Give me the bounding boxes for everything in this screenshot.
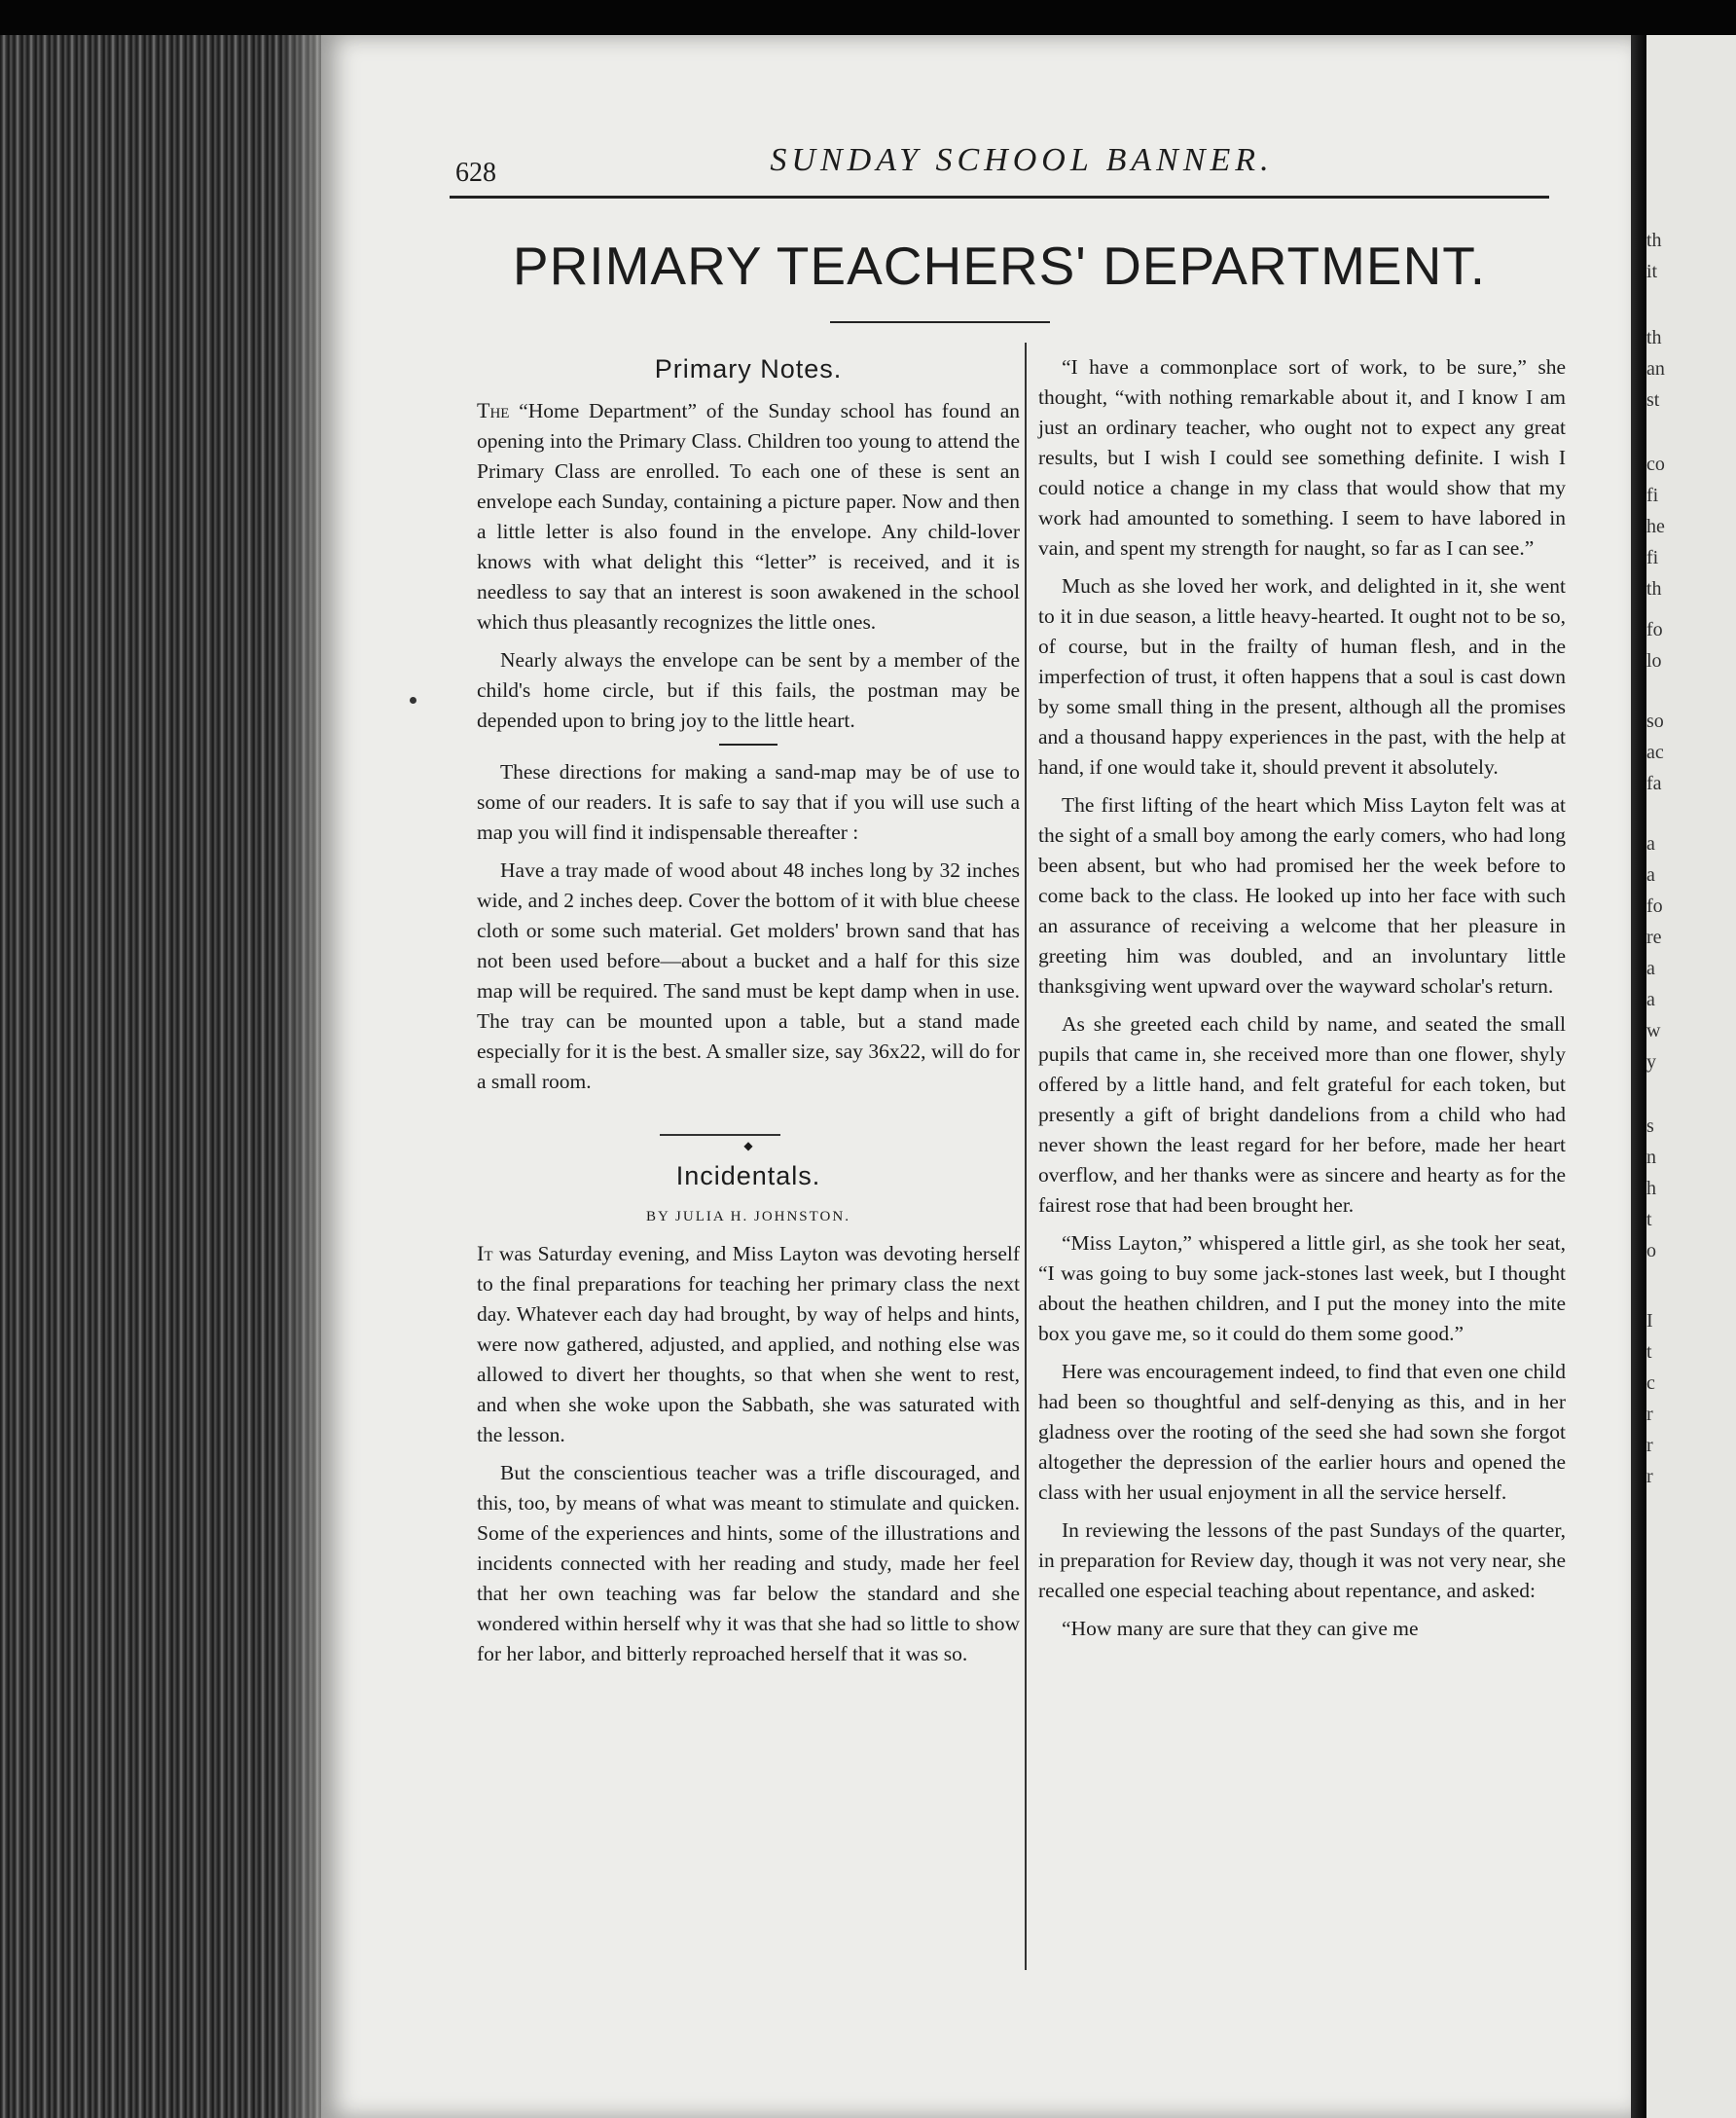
ornament-dot: ◆	[740, 1139, 756, 1152]
next-page-word: s	[1646, 1115, 1654, 1137]
next-page-word: a	[1646, 989, 1655, 1010]
next-page-word: th	[1646, 327, 1662, 348]
paragraph: The first lifting of the heart which Miss Layton felt was at the sight of a small boy among the early comers, who had long been absent, but who had promised her the week before to come back to the class. He looked up into her face with such an assurance of receiving a welcome that her pleasure in greeting him was doubled, and an involuntary little thanksgiving went upward over the wayward scholar's return.	[1038, 793, 1566, 998]
next-page-word: y	[1646, 1051, 1656, 1073]
scan-top-border	[0, 0, 1736, 35]
next-page-word: he	[1646, 516, 1665, 537]
paragraph: Nearly always the envelope can be sent by a member of the child's home circle, but if this fails, the postman may be depended upon to bring joy to the little heart.	[477, 648, 1020, 732]
paragraph: Here was encouragement indeed, to find that even one child had been so thoughtful and self-denying as this, and in her gladness over the rooting of the seed she had sown she forgot altogether the depression of the earlier hours and opened the class with her usual enjoyment in all the service herself.	[1038, 1360, 1566, 1504]
next-page-word: st	[1646, 389, 1660, 411]
next-page-word: t	[1646, 1209, 1652, 1230]
next-page-word: co	[1646, 454, 1665, 475]
paragraph: “Miss Layton,” whispered a little girl, as she took her seat, “I was going to buy some jack-stones last week, but I thought about the heathen children, and I put the money into the mite box you gave me, so it could do them some good.”	[1038, 1231, 1566, 1345]
section-ornament	[477, 1128, 1020, 1152]
next-page-word: ac	[1646, 742, 1664, 763]
paragraph: Much as she loved her work, and delighted in it, she went to it in due season, a little heavy-hearted. It ought not to be so, of course, but in the frailty of human flesh, and in the imperfection of trust, it often happens that a soul is cast down by some small thing in the present, although all the promises and a thousand happy experiences in the past, with the help at hand, if one would take it, should prevent it absolutely.	[1038, 574, 1566, 779]
next-page-word: r	[1646, 1435, 1653, 1456]
paragraph	[477, 395, 1020, 638]
next-page-word: a	[1646, 833, 1655, 855]
next-page-word: a	[1646, 864, 1655, 886]
running-title: SUNDAY SCHOOL BANNER.	[770, 142, 1274, 178]
next-page-word: t	[1646, 1341, 1652, 1363]
page-title: PRIMARY TEACHERS' DEPARTMENT.	[512, 236, 1487, 296]
section-heading: Primary Notes.	[654, 354, 843, 383]
paragraph: But the conscientious teacher was a trifle discouraged, and this, too, by means of what was meant to stimulate and quicken. Some of the experiences and hints, some of the illustrations and incidents connected with her reading and study, made her feel that her own teaching was far below the standard and she wondered within herself why it was that she had so little to show for her labor, and bitterly reproached herself that it was so.	[477, 1461, 1020, 1665]
header-rule	[450, 196, 1549, 199]
left-column	[477, 352, 1020, 1677]
paragraph	[477, 1238, 1020, 1450]
right-column	[1038, 352, 1566, 1652]
next-page-word: th	[1646, 578, 1662, 600]
next-page-word: n	[1646, 1147, 1656, 1168]
paragraph: As she greeted each child by name, and seated the small pupils that came in, she received more than one flower, shyly offered by a little hand, and felt grateful for each token, but presently a gift of bright dandelions from a child who had never shown the least regard for her before, made her heart overflow, and her thanks were as sincere and hearty as for the fairest rose that had been brought her.	[1038, 1012, 1566, 1217]
paragraph: “I have a commonplace sort of work, to be sure,” she thought, “with nothing remarkable about it, and I know I am just an ordinary teacher, who ought not to expect any great results, but I wish I could see something definite. I wish I could notice a change in my class that would show that my work had amounted to something. I seem to have labored in vain, and spent my strength for naught, so far as I can see.”	[1038, 355, 1566, 560]
next-page-word: fo	[1646, 619, 1663, 640]
paragraph-text: “Home Department” of the Sunday school has found an opening into the Primary Class. Children too young to attend the Primary Class are enrolled. To each one of these is sent an envelope each Sunday, containing a picture paper. Now and then a little letter is also found in the envelope. Any child-lover knows with what delight this “letter” is received, and it is needless to say that an interest is soon awakened in the school which thus pleasantly recognizes the little ones.	[477, 399, 1020, 634]
book-gutter	[1631, 35, 1646, 2118]
next-page-word: I	[1646, 1310, 1653, 1332]
next-page-word: fo	[1646, 895, 1663, 917]
next-page-word: re	[1646, 927, 1662, 948]
next-page-word: w	[1646, 1020, 1661, 1041]
next-page-word: h	[1646, 1178, 1656, 1199]
next-page-word: r	[1646, 1466, 1653, 1487]
book-page-edges	[0, 35, 331, 2118]
lead-word: It	[477, 1241, 493, 1265]
next-page-word: it	[1646, 261, 1658, 282]
next-page-word: fi	[1646, 547, 1659, 568]
article-title: Incidentals.	[675, 1161, 821, 1190]
next-page-word: a	[1646, 958, 1655, 979]
margin-mark	[410, 697, 416, 704]
paragraph-text: was Saturday evening, and Miss Layton was devoting herself to the final preparations for teaching her primary class the next day. Whatever each day had brought, by way of helps and hints, were now gathered, adjusted, and applied, and nothing else was allowed to divert her thoughts, so that when she went to rest, and when she woke upon the Sabbath, she was saturated with the lesson.	[477, 1242, 1020, 1446]
page-number: 628	[455, 158, 496, 188]
paragraph: These directions for making a sand-map may be of use to some of our readers. It is safe to say that if you will use such a map you will find it indispensable thereafter :	[477, 760, 1020, 844]
next-page-word: r	[1646, 1404, 1653, 1425]
next-page-fragment	[1646, 35, 1736, 2118]
next-page-word: fa	[1646, 773, 1662, 794]
next-page-word: th	[1646, 230, 1662, 251]
title-rule	[830, 321, 1050, 323]
paragraph: In reviewing the lessons of the past Sundays of the quarter, in preparation for Review day, though it was not very near, she recalled one especial teaching about repentance, and asked:	[1038, 1518, 1566, 1602]
next-page-word: lo	[1646, 650, 1662, 672]
paragraph: “How many are sure that they can give me	[1062, 1617, 1419, 1640]
short-rule	[719, 744, 778, 746]
byline: BY JULIA H. JOHNSTON.	[646, 1209, 850, 1224]
next-page-word: c	[1646, 1372, 1655, 1394]
next-page-word: so	[1646, 711, 1664, 732]
next-page-word: fi	[1646, 485, 1659, 506]
paragraph: Have a tray made of wood about 48 inches long by 32 inches wide, and 2 inches deep. Cover the bottom of it with blue cheese cloth or some such material. Get molders' brown sand that has not been used before—about a bucket and a half for this size map will be required. The sand must be kept damp when in use. The tray can be mounted upon a table, but a stand made especially for it is the best. A smaller size, say 36x22, will do for a small room.	[477, 858, 1020, 1093]
lead-word: The	[477, 398, 510, 422]
column-divider	[1025, 343, 1027, 1970]
next-page-word: an	[1646, 358, 1665, 380]
next-page-word: o	[1646, 1240, 1656, 1261]
